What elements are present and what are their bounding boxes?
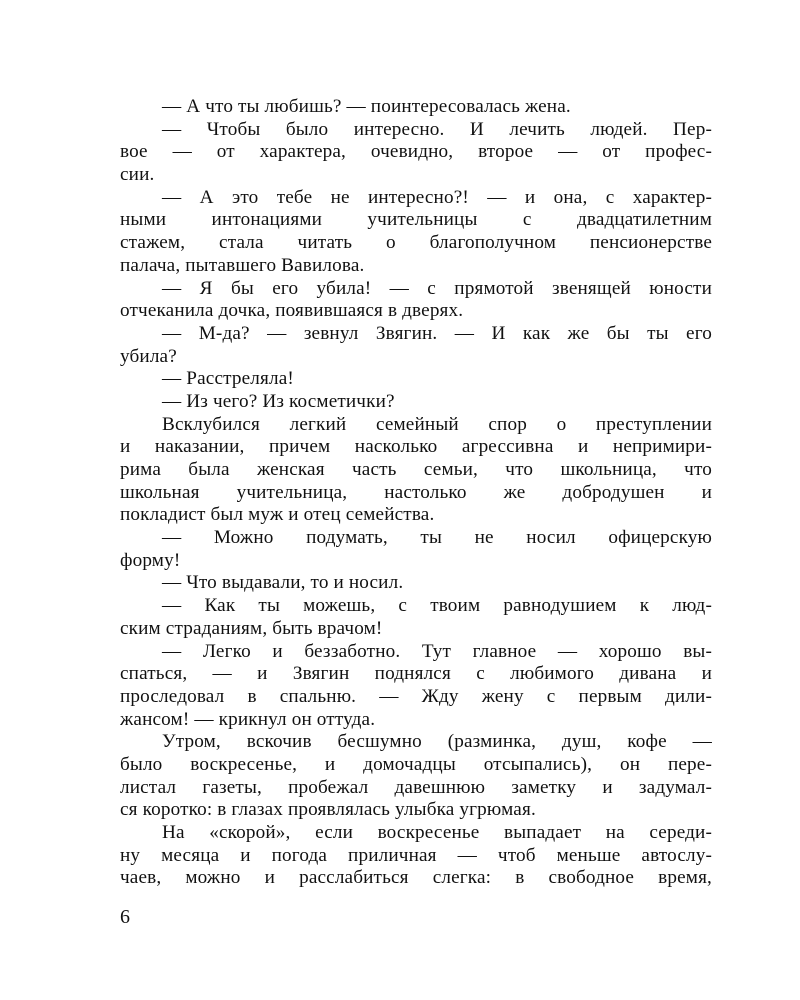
text-line: — Чтобы было интересно. И лечить людей. Пер- xyxy=(162,118,712,140)
text-line: — А что ты любишь? — поинтересовалась жена. xyxy=(162,96,571,117)
text-line: — Из чего? Из косметички? xyxy=(162,390,395,412)
text-line: — Легко и беззаботно. Тут главное — хорошо вы- xyxy=(162,640,712,662)
text-line: убила? xyxy=(120,345,177,367)
text-line: было воскресенье, и домочадцы отсыпались), он пере- xyxy=(120,753,712,775)
text-line: — Расстреляла! xyxy=(162,368,294,390)
text-line: Утром, вскочив бесшумно (разминка, душ, кофе — xyxy=(162,731,712,753)
text-line: форму! xyxy=(120,549,181,571)
text-line: вое — от характера, очевидно, второе — от профес- xyxy=(120,141,712,163)
text-line: Всклубился легкий семейный спор о преступлении xyxy=(162,413,712,435)
text-line: ными интонациями учительницы с двадцатилетним xyxy=(120,209,712,231)
text-line: — М-да? — зевнул Звягин. — И как же бы ты его xyxy=(162,322,712,344)
text-line: школьная учительница, настолько же добродушен и xyxy=(120,481,712,503)
text-line: ским страданиям, быть врачом! xyxy=(120,617,383,639)
text-line: отчеканила дочка, появившаяся в дверях. xyxy=(120,300,464,322)
text-line: спаться, — и Звягин поднялся с любимого дивана и xyxy=(120,663,712,685)
text-line: покладист был муж и отец семейства. xyxy=(120,504,435,526)
text-line: сии. xyxy=(120,164,155,186)
text-line: ну месяца и погода приличная — чтоб меньше автослу- xyxy=(120,844,712,866)
text-line: — А это тебе не интересно?! — и она, с характер- xyxy=(162,186,712,208)
body-text xyxy=(120,96,712,890)
text-line: листал газеты, пробежал давешнюю заметку и задумал- xyxy=(120,776,712,798)
text-line: ся коротко: в глазах проявлялась улыбка угрюмая. xyxy=(120,799,536,821)
text-line: рима была женская часть семьи, что школьница, что xyxy=(120,459,712,480)
page-number: 6 xyxy=(120,906,130,928)
text-line: — Как ты можешь, с твоим равнодушием к люд- xyxy=(162,595,712,617)
text-line: — Я бы его убила! — с прямотой звенящей юности xyxy=(162,277,712,299)
text-line: — Что выдавали, то и носил. xyxy=(162,572,404,594)
text-line: На «скорой», если воскресенье выпадает на середи- xyxy=(162,822,712,843)
text-line: стажем, стала читать о благополучном пенсионерстве xyxy=(120,232,712,254)
text-line: и наказании, причем насколько агрессивна и непримири- xyxy=(120,436,712,458)
text-line: проследовал в спальню. — Жду жену с первым дили- xyxy=(120,685,712,707)
text-line: — Можно подумать, ты не носил офицерскую xyxy=(162,527,712,549)
text-line: чаев, можно и расслабиться слегка: в свободное время, xyxy=(120,867,712,889)
text-line: жансом! — крикнул он оттуда. xyxy=(120,708,376,730)
text-line: палача, пытавшего Вавилова. xyxy=(120,254,365,276)
